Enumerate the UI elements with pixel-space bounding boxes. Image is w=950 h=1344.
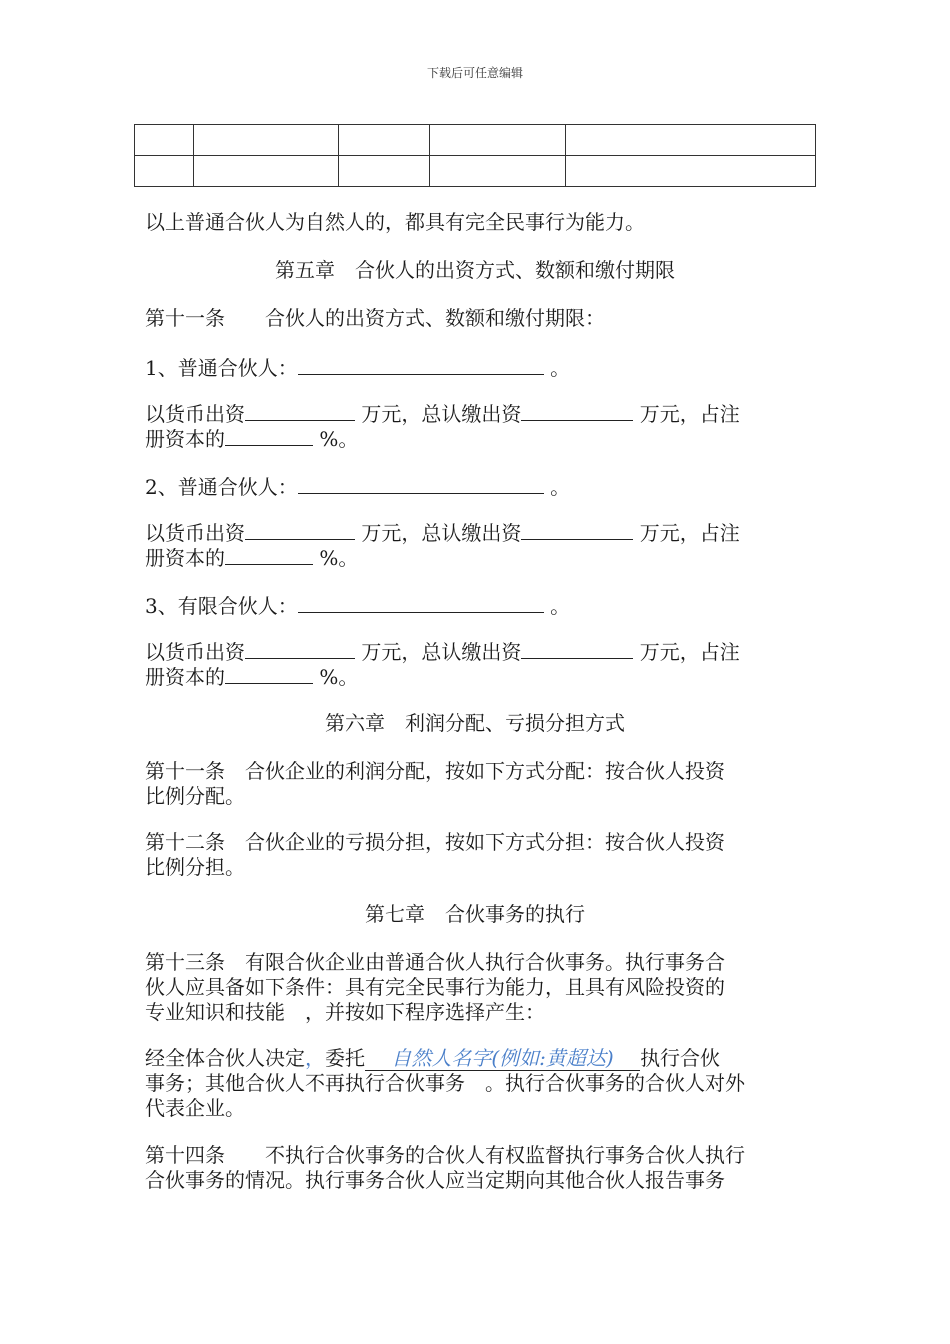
entrust-text: 委托	[325, 1046, 365, 1070]
partner-table	[134, 124, 816, 187]
partner-2-money-line	[145, 519, 805, 546]
table-cell	[135, 156, 194, 187]
table-cell	[430, 156, 566, 187]
table-row	[135, 156, 816, 187]
money-label: 以货币出资	[145, 402, 245, 426]
money-label: 以货币出资	[145, 521, 245, 545]
chapter-5-title: 第五章 合伙人的出资方式、数额和缴付期限	[275, 258, 675, 282]
entrust-comma: ，	[305, 1046, 325, 1070]
article-11-contribution: 第十一条 合伙人的出资方式、数额和缴付期限：	[145, 306, 605, 330]
partner-name-blank[interactable]	[298, 592, 544, 613]
subscribed-amount-blank[interactable]	[521, 400, 633, 421]
money-label: 以货币出资	[145, 640, 245, 664]
subscribed-label: 万元，总认缴出资	[361, 640, 522, 664]
capital-label: 册资本的	[145, 546, 225, 570]
table-cell	[566, 125, 816, 156]
percent-sign: %。	[319, 665, 359, 689]
article-11-profit-line-1: 第十一条 合伙企业的利润分配，按如下方式分配：按合伙人投资	[145, 759, 725, 783]
share-label: 万元，占注	[639, 640, 740, 664]
subscribed-amount-blank[interactable]	[521, 638, 633, 659]
percent-blank[interactable]	[225, 544, 313, 565]
table-cell	[566, 156, 816, 187]
article-14-line-1: 第十四条 不执行合伙事务的合伙人有权监督执行事务合伙人执行	[145, 1143, 745, 1167]
percent-sign: %。	[319, 546, 359, 570]
period: 。	[550, 356, 571, 380]
capital-label: 册资本的	[145, 665, 225, 689]
partner-2-line	[145, 473, 805, 500]
capital-label: 册资本的	[145, 427, 225, 451]
partner-3-percent-line	[145, 663, 805, 690]
partner-name-blank[interactable]	[298, 473, 544, 494]
article-13-line-1: 第十三条 有限合伙企业由普通合伙人执行合伙事务。执行事务合	[145, 950, 725, 974]
article-12-loss-line-2: 比例分担。	[145, 855, 245, 879]
entrust-text: 执行合伙	[640, 1046, 721, 1070]
capacity-statement: 以上普通合伙人为自然人的，都具有完全民事行为能力。	[145, 210, 645, 234]
money-amount-blank[interactable]	[245, 638, 355, 659]
article-11-profit-line-2: 比例分配。	[145, 784, 245, 808]
partner-label: 1、普通合伙人：	[145, 356, 298, 380]
table-cell	[339, 156, 430, 187]
entrust-line-1	[145, 1046, 805, 1071]
chapter-6-title: 第六章 利润分配、亏损分担方式	[325, 711, 625, 735]
partner-name-blank[interactable]	[298, 354, 544, 375]
partner-1-percent-line	[145, 425, 805, 452]
table-cell	[194, 125, 339, 156]
chapter-7-title: 第七章 合伙事务的执行	[365, 902, 585, 926]
executive-partner-name-field[interactable]	[365, 1046, 640, 1071]
executive-partner-name: 自然人名字(例如:黄超达)	[391, 1046, 614, 1070]
percent-blank[interactable]	[225, 663, 313, 684]
partner-label: 3、有限合伙人：	[145, 594, 298, 618]
article-13-line-2: 伙人应具备如下条件：具有完全民事行为能力，且具有风险投资的	[145, 975, 725, 999]
entrust-line-3: 代表企业。	[145, 1096, 245, 1120]
table-cell	[339, 125, 430, 156]
subscribed-label: 万元，总认缴出资	[361, 521, 522, 545]
table-cell	[194, 156, 339, 187]
share-label: 万元，占注	[639, 521, 740, 545]
article-14-line-2: 合伙事务的情况。执行事务合伙人应当定期向其他合伙人报告事务	[145, 1168, 725, 1192]
entrust-line-2: 事务；其他合伙人不再执行合伙事务 。执行合伙事务的合伙人对外	[145, 1071, 745, 1095]
page-header: 下载后可任意编辑	[426, 66, 523, 80]
partner-1-money-line	[145, 400, 805, 427]
money-amount-blank[interactable]	[245, 400, 355, 421]
partner-3-money-line	[145, 638, 805, 665]
subscribed-amount-blank[interactable]	[521, 519, 633, 540]
entrust-text: 经全体合伙人决定	[145, 1046, 305, 1070]
partner-2-percent-line	[145, 544, 805, 571]
article-13-line-3: 专业知识和技能 ，并按如下程序选择产生：	[145, 1000, 545, 1024]
partner-label: 2、普通合伙人：	[145, 475, 298, 499]
table-cell	[135, 125, 194, 156]
share-label: 万元，占注	[639, 402, 740, 426]
percent-blank[interactable]	[225, 425, 313, 446]
subscribed-label: 万元，总认缴出资	[361, 402, 522, 426]
money-amount-blank[interactable]	[245, 519, 355, 540]
article-12-loss-line-1: 第十二条 合伙企业的亏损分担，按如下方式分担：按合伙人投资	[145, 830, 725, 854]
table-cell	[430, 125, 566, 156]
table-row	[135, 125, 816, 156]
period: 。	[550, 475, 571, 499]
partner-3-line	[145, 592, 805, 619]
period: 。	[550, 594, 571, 618]
partner-1-line	[145, 354, 805, 381]
percent-sign: %。	[319, 427, 359, 451]
